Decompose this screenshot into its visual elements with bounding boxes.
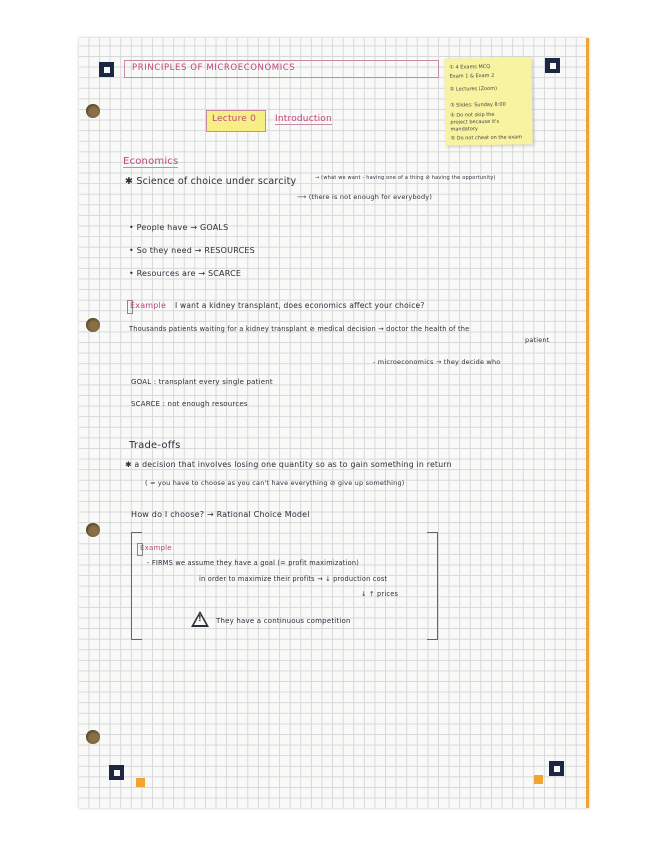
corner-marker-icon: [549, 761, 564, 776]
example-line: ↓ ↑ prices: [361, 590, 399, 598]
corner-marker-icon: [109, 765, 124, 780]
orange-square-icon: [136, 778, 145, 787]
corner-marker-icon: [545, 58, 560, 73]
binder-hole: [86, 318, 100, 332]
binder-hole: [86, 523, 100, 537]
lecture-title: Introduction: [275, 114, 332, 124]
tradeoffs-heading: Trade-offs: [129, 440, 181, 451]
goal-line: GOAL : transplant every single patient: [131, 378, 273, 386]
sticky-line: ③ Slides: Sunday 8:00: [450, 101, 506, 109]
example-line: - microeconomics → they decide who: [373, 358, 501, 366]
example-question: I want a kidney transplant, does economics affect your choice?: [175, 301, 425, 310]
economics-note: → (what we want - having one of a thing ⊘ having the opportunity): [315, 175, 496, 181]
sticky-line: Exam 1 & Exam 2: [449, 72, 495, 80]
economics-definition: ✱ Science of choice under scarcity: [125, 176, 297, 187]
example-line: - FIRMS we assume they have a goal (= profit maximization): [147, 559, 359, 567]
tradeoffs-note: ( = you have to choose as you can't have everything ⊘ give up something): [145, 479, 405, 487]
warning-text: They have a continuous competition: [216, 617, 351, 625]
tradeoffs-question: How do I choose? → Rational Choice Model: [131, 510, 310, 519]
notebook-page: [79, 38, 589, 808]
sticky-line: ① 4 Exams MCQ: [449, 63, 491, 71]
scarce-line: SCARCE : not enough resources: [131, 400, 248, 408]
example-bracket-right: [427, 532, 438, 640]
economics-bullet: • People have → GOALS: [129, 223, 229, 232]
corner-marker-icon: [99, 62, 114, 77]
sticky-line: ② Lectures (Zoom): [449, 85, 498, 93]
economics-bullet: • Resources are → SCARCE: [129, 269, 242, 278]
warning-icon: [191, 611, 209, 627]
warning-sign: !: [198, 614, 202, 623]
binder-hole: [86, 730, 100, 744]
lecture-label: Lecture 0: [212, 114, 257, 124]
sticky-line: ④ Do not skip the: [450, 111, 495, 119]
example-line: Thousands patients waiting for a kidney transplant ⊘ medical decision → doctor the health of the: [129, 325, 470, 333]
sticky-line: mandatory: [450, 126, 478, 133]
economics-bullet: • So they need → RESOURCES: [129, 246, 255, 255]
sticky-note: [444, 57, 533, 146]
example-line: in order to maximize their profits → ↓ production cost: [199, 575, 388, 583]
example-tag: Example: [130, 301, 167, 310]
example-tag: Example: [140, 544, 172, 552]
binder-hole: [86, 104, 100, 118]
example-line: patient: [525, 336, 550, 344]
economics-heading: Economics: [123, 156, 179, 167]
sticky-line: ⑤ Do not cheat on the exam: [450, 134, 523, 142]
tradeoffs-definition: ✱ a decision that involves losing one quantity so as to gain something in return: [125, 460, 452, 469]
sticky-line: project because it's: [450, 118, 500, 126]
orange-square-icon: [534, 775, 543, 784]
page-title: PRINCIPLES OF MICROECONOMICS: [132, 63, 296, 73]
economics-note: ⟶ (there is not enough for everybody): [297, 193, 433, 201]
